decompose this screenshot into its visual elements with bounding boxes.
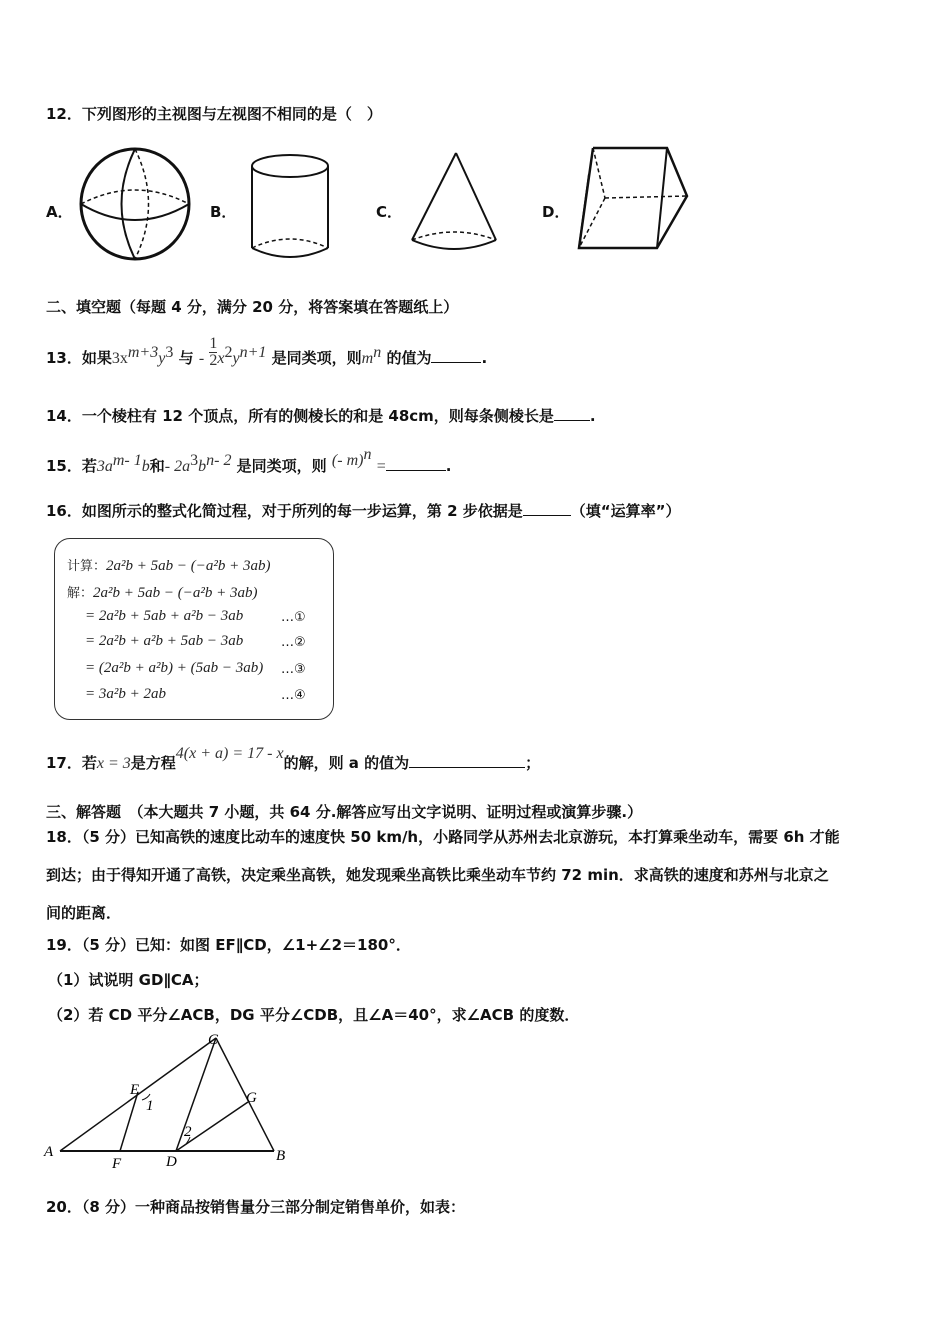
label-e: E xyxy=(130,1082,140,1098)
label-a: A xyxy=(44,1144,54,1160)
q15 xyxy=(46,446,452,476)
q13-t2-xexp: 2 xyxy=(224,344,233,361)
q19-line-3: （2）若 CD 平分∠ACB，DG 平分∠CDB，且∠A＝40°，求∠ACB 的度数． xyxy=(48,1006,580,1024)
q16-calc-label: 计算： xyxy=(67,559,107,574)
q13-m: m xyxy=(361,350,374,367)
q15-prefix: 15．若 xyxy=(46,457,97,475)
q16-text: 16．如图所示的整式化简过程，对于所列的每一步运算，第 2 步依据是 xyxy=(46,502,523,520)
segment-cb xyxy=(216,1038,274,1151)
q16-calc-line xyxy=(67,555,271,575)
q16-sol-line xyxy=(67,582,258,602)
q15-t2exp: 3 xyxy=(190,452,199,469)
q15-t2b: b xyxy=(198,458,207,475)
q13-t1: 3x xyxy=(111,350,128,367)
q16 xyxy=(46,500,680,521)
q13-frac-num: 1 xyxy=(209,335,218,352)
q17-prefix: 17．若 xyxy=(46,754,97,772)
q15-t1: 3a xyxy=(96,458,113,475)
q16-step-2: = 2a²b + a²b + 5ab − 3ab xyxy=(85,633,244,649)
q13-suffix: 的值为 xyxy=(386,349,432,367)
q20-text: 20．（8 分）一种商品按销售量分三部分制定销售单价，如表： xyxy=(46,1198,466,1216)
q16-work-box xyxy=(54,538,334,720)
q13-prefix: 13．如果 xyxy=(46,349,112,367)
q13-t1-yexp: 3 xyxy=(165,344,174,361)
q16-sol-expr: 2a²b + 5ab − (−a²b + 3ab) xyxy=(93,585,258,601)
q16-sol-label: 解： xyxy=(67,586,94,601)
q15-t2bexp: n- 2 xyxy=(206,452,232,469)
option-a-label: A． xyxy=(46,203,73,221)
q15-t1exp: m- 1 xyxy=(112,452,142,469)
q15-exprexp: n xyxy=(363,446,372,463)
q15-expr: (- m) xyxy=(331,452,364,469)
q13-t1-y: y xyxy=(158,350,166,367)
q16-calc-expr: 2a²b + 5ab − (−a²b + 3ab) xyxy=(106,558,271,574)
q13-answer-blank[interactable] xyxy=(431,362,481,363)
q17-cond: x = 3 xyxy=(96,755,131,772)
option-c-label: C． xyxy=(376,203,403,221)
label-g: G xyxy=(246,1090,257,1106)
q16-step-4-mark: …④ xyxy=(281,688,306,703)
q13-middle: 是同类项，则 xyxy=(271,349,362,367)
q16-step-3: = (2a²b + a²b) + (5ab − 3ab) xyxy=(85,660,264,676)
sphere-icon xyxy=(78,146,194,264)
q13-mexp: n xyxy=(373,344,382,361)
q17 xyxy=(46,745,541,773)
q18-line-3: 间的距离． xyxy=(46,904,122,922)
segment-cd xyxy=(176,1038,216,1151)
q19-line-1: 19．（5 分）已知：如图 EF∥CD，∠1+∠2＝180°． xyxy=(46,936,411,954)
q15-middle: 是同类项，则 xyxy=(236,457,327,475)
q13-end: . xyxy=(481,349,488,367)
q16-step-4: = 3a²b + 2ab xyxy=(85,686,166,702)
q19-line-2: （1）试说明 GD∥CA； xyxy=(48,971,209,989)
q15-t1b: b xyxy=(141,458,150,475)
q13-t2-x: x xyxy=(217,350,225,367)
label-d: D xyxy=(166,1154,177,1170)
q18-line-2: 到达；由于得知开通了高铁，决定乘坐高铁，她发现乘坐高铁比乘坐动车节约 72 min．求高铁的速度和苏州与北京之 xyxy=(46,866,829,884)
section-2-title: 二、填空题（每题 4 分，满分 20 分，将答案填在答题纸上） xyxy=(46,298,459,316)
q13-t2-yexp: n+1 xyxy=(239,344,267,361)
q14-answer-blank[interactable] xyxy=(554,420,590,421)
q17-mid: 是方程 xyxy=(130,754,176,772)
q13-t1-exp: m+3 xyxy=(127,344,159,361)
label-angle-2: 2 xyxy=(184,1124,192,1140)
option-d-label: D． xyxy=(542,203,570,221)
q13-frac-den: 2 xyxy=(209,352,218,369)
q14-end: . xyxy=(589,407,596,425)
cylinder-icon xyxy=(238,150,338,270)
q15-answer-blank[interactable] xyxy=(386,470,446,471)
label-b: B xyxy=(276,1148,286,1164)
q17-end: ； xyxy=(525,754,541,772)
q16-step-3-mark: …③ xyxy=(281,662,306,677)
q15-end: . xyxy=(445,457,452,475)
cone-icon xyxy=(406,150,502,260)
option-b-label: B． xyxy=(210,203,237,221)
q12-text: 12．下列图形的主视图与左视图不相同的是（ ） xyxy=(46,105,382,123)
q13-conj: 与 xyxy=(178,349,194,367)
q15-and: 和 xyxy=(149,457,165,475)
q19-triangle-figure xyxy=(40,1028,300,1173)
q14 xyxy=(46,405,596,426)
q16-step-1-mark: …① xyxy=(281,610,306,625)
q17-eq: 4(x + a) = 17 - x xyxy=(175,745,284,762)
q13 xyxy=(46,335,488,369)
q17-suffix: 的解，则 a 的值为 xyxy=(283,754,410,772)
prism-icon xyxy=(575,144,691,254)
q13-t2-y: y xyxy=(232,350,240,367)
q18-line-1: 18．（5 分）已知高铁的速度比动车的速度快 50 km/h，小路同学从苏州去北京游玩，本打算乘坐动车，需要 6h 才能 xyxy=(46,828,840,846)
q15-eq: = xyxy=(376,458,386,475)
q17-answer-blank[interactable] xyxy=(409,767,525,768)
q16-suffix: （填“运算率”） xyxy=(570,502,681,520)
q15-t2: - 2a xyxy=(164,458,191,475)
q16-answer-blank[interactable] xyxy=(523,515,571,516)
label-f: F xyxy=(112,1156,122,1172)
section-3-title: 三、解答题 （本大题共 7 小题，共 64 分.解答应写出文字说明、证明过程或演算步骤.） xyxy=(46,803,643,821)
q13-neg: - xyxy=(198,350,205,367)
q16-step-1: = 2a²b + 5ab + a²b − 3ab xyxy=(85,608,244,624)
q14-text: 14．一个棱柱有 12 个顶点，所有的侧棱长的和是 48cm，则每条侧棱长是 xyxy=(46,407,554,425)
label-c: C xyxy=(208,1032,219,1048)
label-angle-1: 1 xyxy=(146,1098,154,1114)
q16-step-2-mark: …② xyxy=(281,635,306,650)
